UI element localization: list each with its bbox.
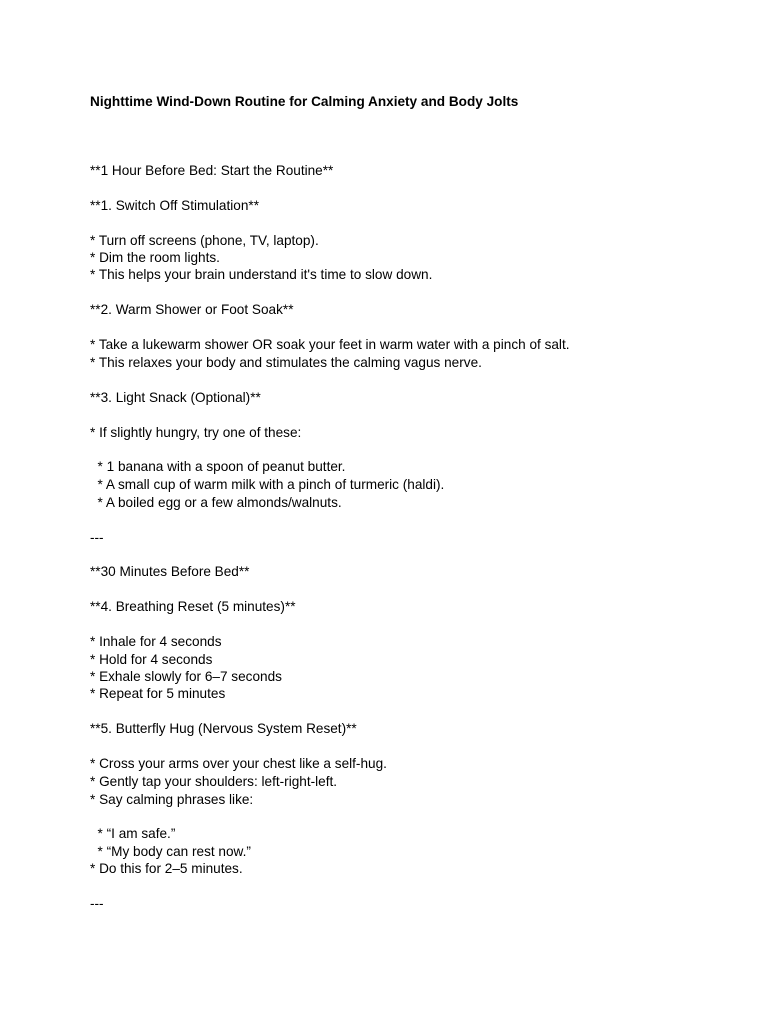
step-heading: **5. Butterfly Hug (Nervous System Reset)**: [90, 721, 357, 736]
list-item: * Exhale slowly for 6–7 seconds: [90, 669, 282, 684]
step-heading: **1. Switch Off Stimulation**: [90, 198, 259, 213]
list-item: * This helps your brain understand it's time to slow down.: [90, 267, 433, 282]
list-item: * Turn off screens (phone, TV, laptop).: [90, 233, 319, 248]
section-heading: **1 Hour Before Bed: Start the Routine**: [90, 163, 334, 178]
separator: ---: [90, 896, 104, 911]
list-item: * Say calming phrases like:: [90, 792, 254, 807]
separator: ---: [90, 530, 104, 545]
sub-list-item: * “My body can rest now.”: [90, 844, 251, 859]
list-item: * Inhale for 4 seconds: [90, 634, 222, 649]
list-item: * Dim the room lights.: [90, 250, 220, 265]
sub-list-item: * “I am safe.”: [90, 826, 176, 841]
list-item: * Hold for 4 seconds: [90, 652, 213, 667]
list-item: * Cross your arms over your chest like a self-hug.: [90, 756, 387, 771]
list-item: * If slightly hungry, try one of these:: [90, 425, 302, 440]
list-item: * Repeat for 5 minutes: [90, 686, 226, 701]
sub-list-item: * A small cup of warm milk with a pinch of turmeric (haldi).: [90, 477, 445, 492]
list-item: * Do this for 2–5 minutes.: [90, 861, 243, 876]
document-title: Nighttime Wind-Down Routine for Calming Anxiety and Body Jolts: [90, 94, 519, 109]
step-heading: **2. Warm Shower or Foot Soak**: [90, 302, 294, 317]
sub-list-item: * A boiled egg or a few almonds/walnuts.: [90, 495, 342, 510]
section-heading: **30 Minutes Before Bed**: [90, 564, 250, 579]
list-item: * Gently tap your shoulders: left-right-left.: [90, 774, 338, 789]
step-heading: **4. Breathing Reset (5 minutes)**: [90, 599, 296, 614]
list-item: * Take a lukewarm shower OR soak your feet in warm water with a pinch of salt.: [90, 337, 570, 352]
sub-list-item: * 1 banana with a spoon of peanut butter.: [90, 459, 346, 474]
list-item: * This relaxes your body and stimulates the calming vagus nerve.: [90, 355, 482, 370]
step-heading: **3. Light Snack (Optional)**: [90, 390, 261, 405]
